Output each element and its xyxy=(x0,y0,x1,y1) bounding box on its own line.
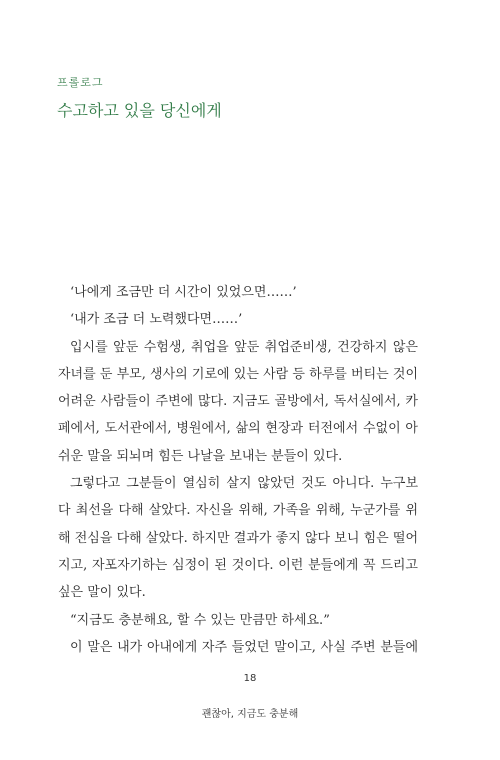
body-text xyxy=(58,279,418,661)
body-line: ‘내가 조금 더 노력했다면……’ xyxy=(70,312,243,328)
body-line: 싶은 말이 있다. xyxy=(58,585,146,601)
body-line: 다 최선을 다해 살았다. 자신을 위해, 가족을 위해, 누군가를 위 xyxy=(58,503,418,519)
body-line: 쉬운 말을 되뇌며 힘든 나날을 보내는 분들이 있다. xyxy=(58,448,343,464)
body-line: “지금도 충분해요, 할 수 있는 만큼만 하세요.” xyxy=(70,612,330,628)
chapter-label: 프롤로그 xyxy=(57,76,104,89)
body-line: ‘나에게 조금만 더 시간이 있었으면……’ xyxy=(70,285,297,300)
body-line: 자녀를 둔 부모, 생사의 기로에 있는 사람 등 하루를 버티는 것이 xyxy=(58,366,418,382)
body-line: 어려운 사람들이 주변에 많다. 지금도 골방에서, 독서실에서, 카 xyxy=(58,394,418,410)
page-number: 18 xyxy=(243,673,257,684)
body-line: 그렇다고 그분들이 열심히 살지 않았던 것도 아니다. 누구보 xyxy=(70,476,418,492)
body-line: 입시를 앞둔 수험생, 취업을 앞둔 취업준비생, 건강하지 않은 xyxy=(70,339,418,355)
body-line: 페에서, 도서관에서, 병원에서, 삶의 현장과 터전에서 수없이 아 xyxy=(58,421,418,437)
chapter-title: 수고하고 있을 당신에게 xyxy=(57,101,222,120)
body-line: 지고, 자포자기하는 심정이 된 것이다. 이런 분들에게 꼭 드리고 xyxy=(58,557,418,573)
body-line: 해 전심을 다해 살았다. 하지만 결과가 좋지 않다 보니 힘은 떨어 xyxy=(58,530,418,546)
body-line: 이 말은 내가 아내에게 자주 들었던 말이고, 사실 주변 분들에 xyxy=(70,639,418,655)
running-footer-book-title: 괜찮아, 지금도 충분해 xyxy=(201,709,299,720)
